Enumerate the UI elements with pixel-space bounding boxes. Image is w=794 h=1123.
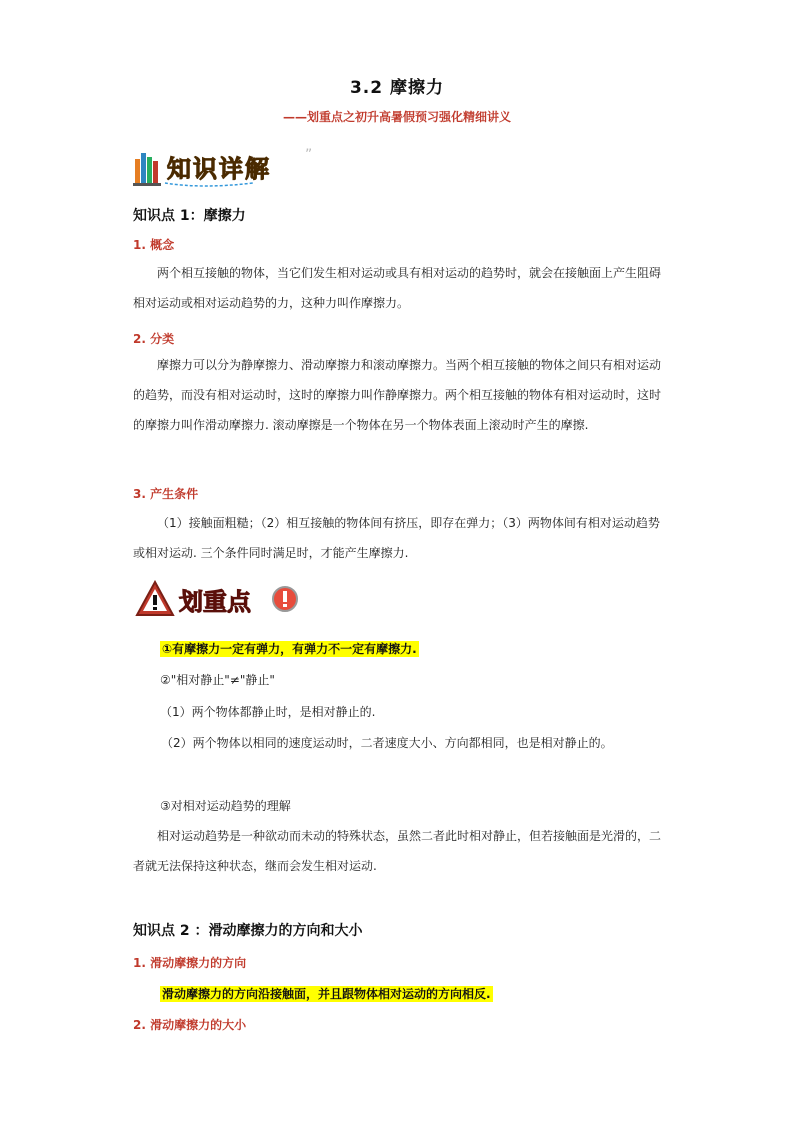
focus-point-2: ②"相对静止"≠"静止"	[160, 673, 275, 687]
page-title: 3.2 摩擦力	[349, 78, 445, 98]
kp1-s1-text: 两个相互接触的物体，当它们发生相对运动或具有相对运动的趋势时，就会在接触面上产生阻碍相对运动或相对运动趋势的力，这种力叫作摩擦力。	[133, 266, 662, 310]
focus-point-6: 相对运动趋势是一种欲动而未动的特殊状态，虽然二者此时相对静止，但若接触面是光滑的，二者就无法保持这种状态，继而会发生相对运动.	[133, 829, 662, 873]
focus-point-4: （2）两个物体以相同的速度运动时，二者速度大小、方向都相同，也是相对静止的。	[161, 736, 613, 750]
kp1-s1-title: 1. 概念	[133, 238, 175, 252]
knowledge-banner	[133, 145, 313, 187]
focus-point-1-text: ①有摩擦力一定有弹力，有弹力不一定有摩擦力.	[162, 642, 417, 656]
svg-text:”: ”	[305, 147, 313, 163]
kp1-s3-text: （1）接触面粗糙；（2）相互接触的物体间有挤压，即存在弹力；（3）两物体间有相对运动趋势或相对运动. 三个条件同时满足时，才能产生摩擦力.	[133, 516, 660, 560]
kp2-s1-title: 1. 滑动摩擦力的方向	[133, 956, 247, 970]
focus-point-3: （1）两个物体都静止时，是相对静止的.	[160, 705, 376, 719]
warning-triangle-icon	[135, 580, 175, 618]
kp1-s2-title: 2. 分类	[133, 332, 175, 346]
kp1-heading: 知识点 1：摩擦力	[133, 208, 246, 224]
kp2-heading: 知识点 2 ：滑动摩擦力的方向和大小	[133, 923, 363, 939]
kp2-s1-text: 滑动摩擦力的方向沿接触面，并且跟物体相对运动的方向相反.	[162, 987, 491, 1001]
focus-banner	[135, 580, 305, 618]
page-subtitle: ——划重点之初升高暑假预习强化精细讲义	[282, 110, 511, 124]
kp2-s1-line	[160, 985, 493, 1002]
kp1-s2-text: 摩擦力可以分为静摩擦力、滑动摩擦力和滚动摩擦力。当两个相互接触的物体之间只有相对运动的趋势，而没有相对运动时，这时的摩擦力叫作静摩擦力。两个相互接触的物体有相对运动时，这时的摩擦力叫作滑动摩擦力. 滚动摩擦是一个物体在另一个物体表面上滚动时产生的摩擦.	[133, 358, 662, 432]
kp1-s3-title: 3. 产生条件	[133, 487, 199, 501]
banner-label: 知识详解	[167, 155, 271, 183]
focus-label: 划重点	[179, 588, 251, 616]
exclamation-circle-icon	[271, 585, 299, 613]
focus-point-1	[160, 640, 419, 657]
kp2-s2-title: 2. 滑动摩擦力的大小	[133, 1018, 247, 1032]
focus-point-5: ③对相对运动趋势的理解	[160, 799, 291, 813]
